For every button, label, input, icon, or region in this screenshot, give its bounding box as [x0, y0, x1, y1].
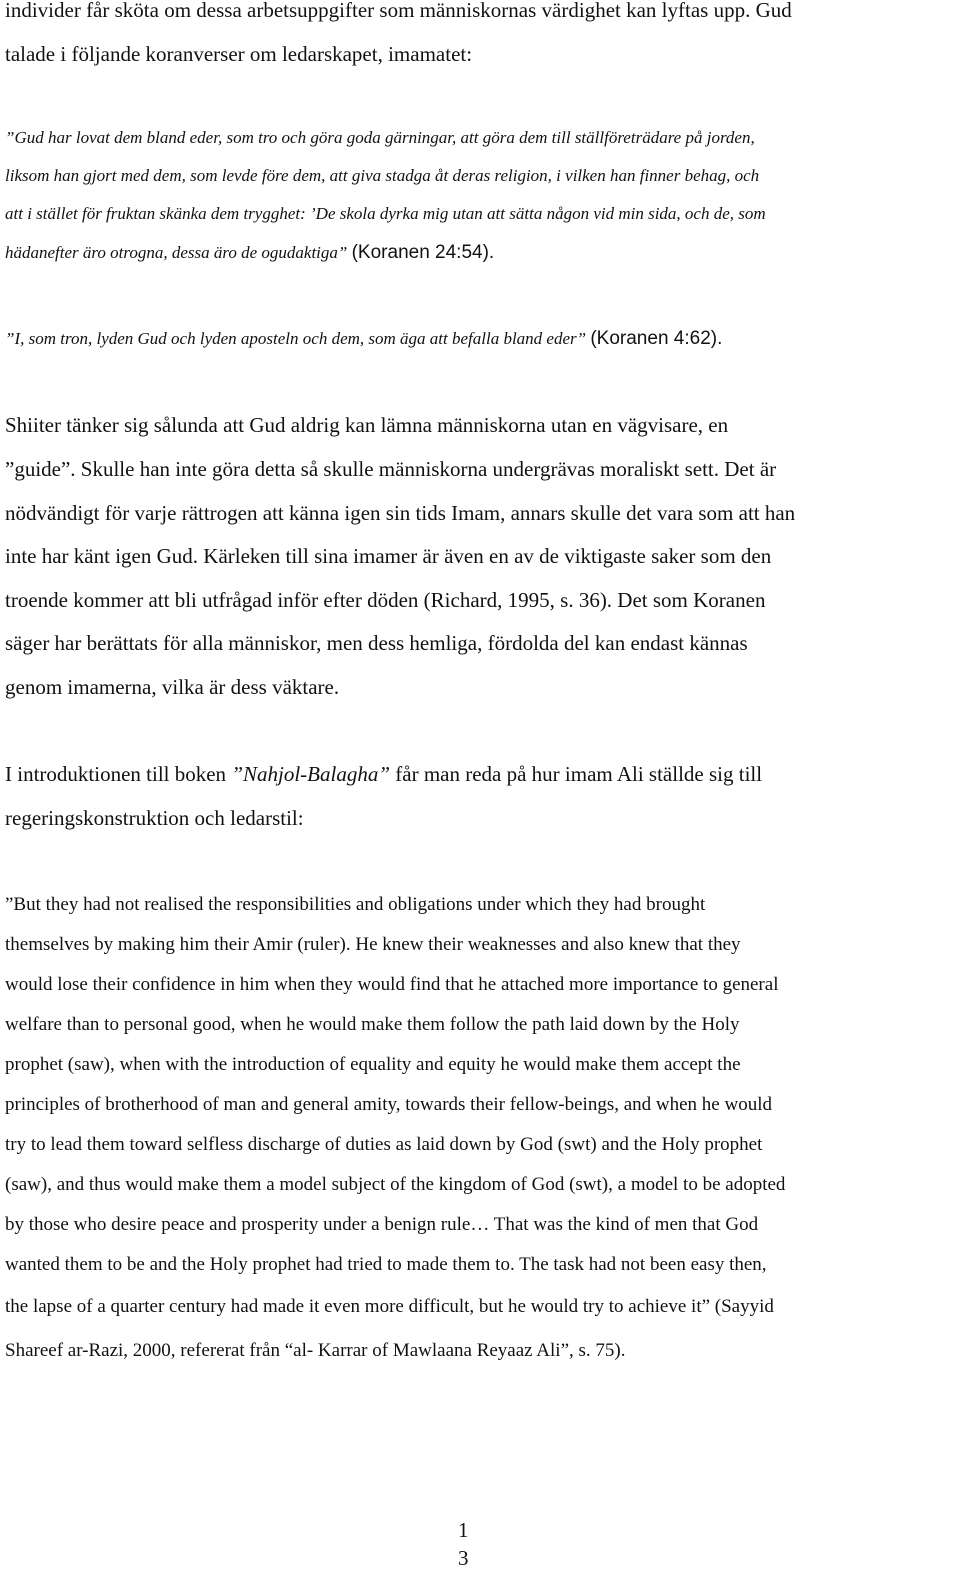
paragraph-line: individer får sköta om dessa arbetsuppgifter som människornas värdighet kan lyftas upp. Gud	[5, 0, 792, 22]
quote-line: would lose their confidence in him when they would find that he attached more importance to general	[5, 974, 779, 995]
paragraph-line	[5, 760, 762, 788]
paragraph-line: talade i följande koranverser om ledarskapet, imamatet:	[5, 42, 473, 66]
quote-line: Shareef ar-Razi, 2000, refererat från “al- Karrar of Mawlaana Reyaaz Ali”, s. 75).	[5, 1340, 626, 1361]
quote-line: att i stället för fruktan skänka dem trygghet: ’De skola dyrka mig utan att sätta någon vid min sida, och de, som	[5, 204, 766, 223]
paragraph-line: troende kommer att bli utfrågad inför efter döden (Richard, 1995, s. 36). Det som Koranen	[5, 588, 766, 612]
paragraph-text: I introduktionen till boken	[5, 762, 232, 786]
quote-line: ”But they had not realised the responsibilities and obligations under which they had brought	[5, 894, 706, 915]
paragraph-text: får man reda på hur imam Ali ställde sig till	[390, 762, 763, 786]
paragraph-line: ”guide”. Skulle han inte göra detta så skulle människorna undergrävas moraliskt sett. Det är	[5, 457, 777, 481]
book-title: ”Nahjol-Balagha”	[231, 762, 391, 786]
paragraph-line: säger har berättats för alla människor, men dess hemliga, fördolda del kan endast kännas	[5, 631, 748, 655]
paragraph-line: Shiiter tänker sig sålunda att Gud aldrig kan lämna människorna utan en vägvisare, en	[5, 413, 729, 437]
page-number: 3	[458, 1546, 469, 1570]
quote-line: the lapse of a quarter century had made it even more difficult, but he would try to achieve it” (Sayyid	[5, 1296, 774, 1317]
quote-line: try to lead them toward selfless discharge of duties as laid down by God (swt) and the Holy prophet	[5, 1134, 763, 1155]
quote-line: prophet (saw), when with the introduction of equality and equity he would make them accept the	[5, 1054, 741, 1075]
quote-line: (saw), and thus would make them a model subject of the kingdom of God (swt), a model to be adopted	[5, 1174, 786, 1195]
quote-line	[5, 325, 722, 353]
paragraph-line: regeringskonstruktion och ledarstil:	[5, 806, 304, 830]
quote-line: ”Gud har lovat dem bland eder, som tro och göra goda gärningar, att göra dem till ställföreträdare på jorden,	[5, 128, 755, 147]
quote-line	[5, 239, 494, 267]
quote-line: wanted them to be and the Holy prophet had tried to made them to. The task had not been easy then,	[5, 1254, 767, 1275]
quote-line: principles of brotherhood of man and general amity, towards their fellow-beings, and when he would	[5, 1094, 772, 1115]
quote-text: hädanefter äro otrogna, dessa äro de ogudaktiga”	[5, 243, 348, 262]
paragraph-line: genom imamerna, vilka är dess väktare.	[5, 675, 340, 699]
quote-line: by those who desire peace and prosperity under a benign rule… That was the kind of men that God	[5, 1214, 759, 1235]
page-number: 1	[458, 1518, 469, 1542]
quote-text: ”I, som tron, lyden Gud och lyden aposteln och dem, som äga att befalla bland eder”	[5, 329, 587, 348]
quote-reference: (Koranen 24:54).	[351, 242, 495, 263]
quote-reference: (Koranen 4:62).	[590, 328, 723, 349]
quote-line: themselves by making him their Amir (ruler). He knew their weaknesses and also knew that they	[5, 934, 741, 955]
paragraph-line: nödvändigt för varje rättrogen att känna igen sin tids Imam, annars skulle det vara som att han	[5, 501, 796, 525]
quote-line: liksom han gjort med dem, som levde före dem, att giva stadga åt deras religion, i vilken han finner behag, och	[5, 166, 760, 185]
quote-line: welfare than to personal good, when he would make them follow the path laid down by the Holy	[5, 1014, 740, 1035]
paragraph-line: inte har känt igen Gud. Kärleken till sina imamer är även en av de viktigaste saker som den	[5, 544, 772, 568]
